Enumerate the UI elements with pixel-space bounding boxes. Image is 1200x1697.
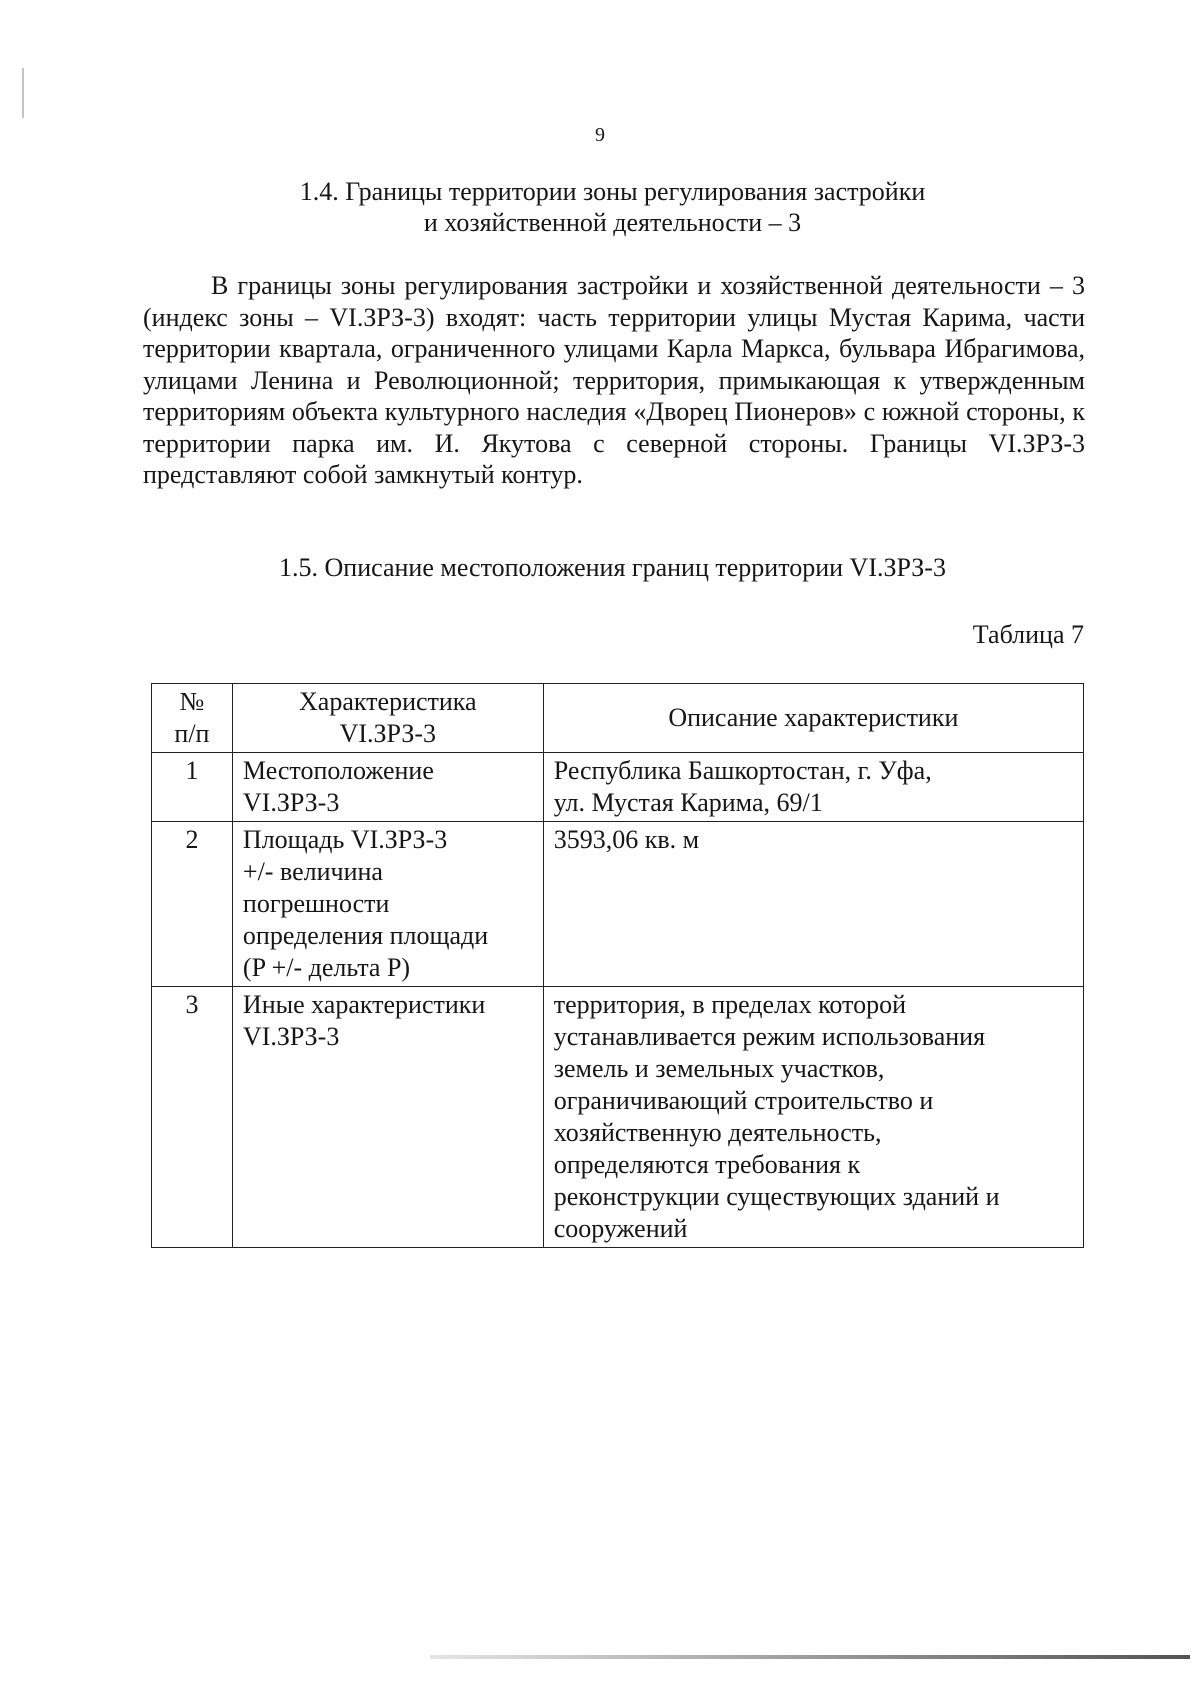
section-1-4-heading bbox=[140, 176, 1085, 238]
section-1-4-title-line1: 1.4. Границы территории зоны регулирования застройки bbox=[299, 177, 926, 206]
page-number: 9 bbox=[595, 124, 605, 146]
header-num bbox=[152, 684, 233, 753]
table-row bbox=[152, 753, 1084, 822]
characteristics-table bbox=[151, 683, 1084, 1248]
cell-line: хозяйственную деятельность, bbox=[553, 1118, 882, 1147]
header-characteristic bbox=[232, 684, 543, 753]
table-row bbox=[152, 822, 1084, 987]
section-1-5-heading: 1.5. Описание местоположения границ территории VI.ЗРЗ-3 bbox=[279, 553, 946, 582]
table-row bbox=[152, 987, 1084, 1248]
cell-line: сооружений bbox=[553, 1214, 688, 1243]
table-caption: Таблица 7 bbox=[972, 620, 1084, 649]
cell-line: определения площади bbox=[242, 921, 489, 950]
scan-edge-mark bbox=[22, 68, 24, 118]
row-num: 1 bbox=[152, 753, 233, 822]
cell-line: территория, в пределах которой bbox=[553, 990, 906, 1019]
cell-line: VI.ЗРЗ-3 bbox=[242, 1022, 340, 1051]
header-characteristic-line2: VI.ЗРЗ-3 bbox=[339, 719, 437, 748]
row-characteristic bbox=[232, 822, 543, 987]
table-header-row bbox=[152, 684, 1084, 753]
cell-line: реконструкции существующих зданий и bbox=[553, 1182, 1000, 1211]
section-1-4-paragraph: В границы зоны регулирования застройки и хозяйственной деятельности – 3 (индекс зоны – VI.ЗРЗ-3) входят: часть территории улицы Мустая Карима, части территории квартала, ограниченного улицами Карла Маркса, бульвара Ибрагимова, улицами Ленина и Революционной; территория, примыкающая к утвержденным территориям объекта культурного наследия «Дворец Пионеров» с южной стороны, к территории парка им. И. Якутова с северной стороны. Границы VI.ЗРЗ-3 представляют собой замкнутый контур. bbox=[143, 271, 1085, 489]
row-description bbox=[543, 753, 1083, 822]
header-num-line2: п/п bbox=[174, 719, 210, 748]
row-num: 3 bbox=[152, 987, 233, 1248]
row-description bbox=[543, 987, 1083, 1248]
cell-line: ул. Мустая Карима, 69/1 bbox=[553, 788, 823, 817]
cell-line: Республика Башкортостан, г. Уфа, bbox=[553, 756, 932, 785]
cell-line: ограничивающий строительство и bbox=[553, 1086, 934, 1115]
cell-line: Площадь VI.ЗРЗ-3 bbox=[242, 825, 448, 854]
cell-line: погрешности bbox=[242, 889, 390, 918]
row-characteristic bbox=[232, 753, 543, 822]
row-characteristic bbox=[232, 987, 543, 1248]
cell-line: 3593,06 кв. м bbox=[553, 825, 700, 854]
header-num-line1: № bbox=[179, 687, 205, 716]
cell-line: VI.ЗРЗ-3 bbox=[242, 788, 340, 817]
header-characteristic-line1: Характеристика bbox=[299, 687, 477, 716]
row-description bbox=[543, 822, 1083, 987]
cell-line: земель и земельных участков, bbox=[553, 1054, 885, 1083]
cell-line: определяются требования к bbox=[553, 1150, 861, 1179]
header-description: Описание характеристики bbox=[543, 684, 1083, 753]
scan-bottom-line bbox=[430, 1655, 1190, 1659]
cell-line: (P +/- дельта P) bbox=[242, 953, 411, 982]
cell-line: устанавливается режим использования bbox=[553, 1022, 986, 1051]
section-1-4-title-line2: и хозяйственной деятельности – 3 bbox=[423, 208, 802, 237]
cell-line: +/- величина bbox=[242, 857, 383, 886]
row-num: 2 bbox=[152, 822, 233, 987]
cell-line: Местоположение bbox=[242, 756, 434, 785]
cell-line: Иные характеристики bbox=[242, 990, 486, 1019]
